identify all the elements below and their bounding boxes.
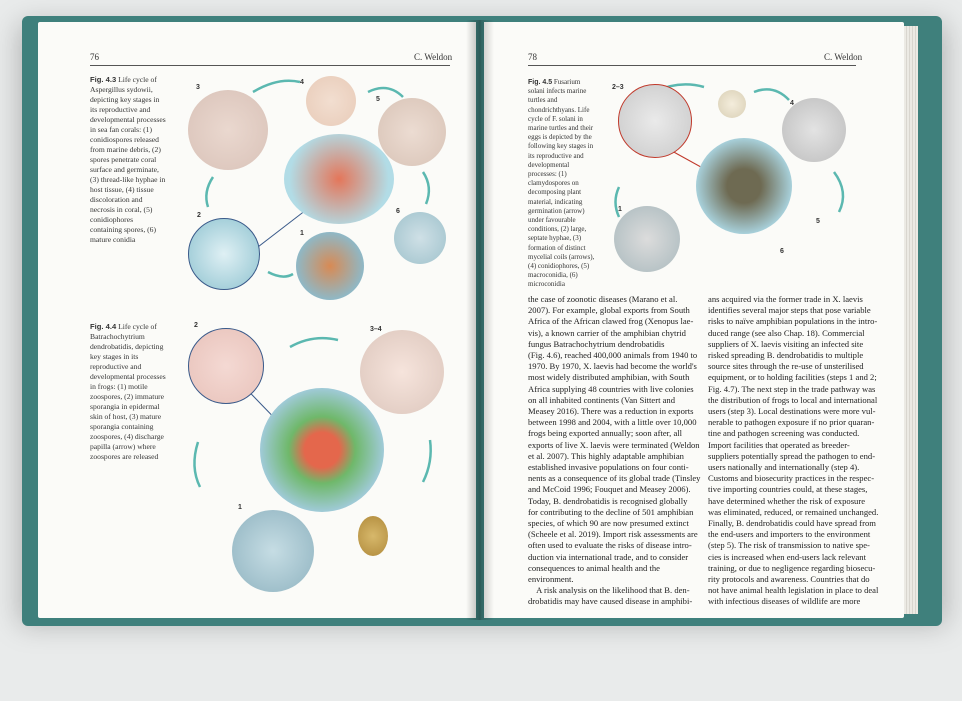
fig44-caption-line: zoospores, (2) immature <box>90 392 165 401</box>
fig44-caption-line: key stages in its <box>90 352 139 361</box>
body-text-line: training, or due to negligence regarding biosecu- <box>708 562 876 573</box>
running-head-right: C. Weldon <box>824 52 863 62</box>
fig43-stage-label: 2 <box>197 212 201 219</box>
fig45-caption-line: chondrichthyans. Life <box>528 105 590 114</box>
body-text-line: cies is increased when end-users lack relevant <box>708 551 866 562</box>
fig44-caption-line: Batrachochytrium <box>90 332 145 341</box>
body-text-line: ans acquired via the former trade in X. laevis <box>708 294 863 304</box>
fig45-caption-line: conditions, (2) large, <box>528 225 587 234</box>
body-text-line: source sites through the re-use of unsterilised <box>708 361 864 372</box>
fig44-caption-line: Life cycle of <box>118 322 157 331</box>
fig45-caption-line: mycelial coils (arrows), <box>528 252 595 261</box>
body-text-line: rity protocols and awareness. Countries that do <box>708 574 870 585</box>
page-edges <box>904 26 918 614</box>
body-text-line: on all inhabited continents (Van Sittert and <box>528 394 676 405</box>
body-text-line: the distribution of frogs to local and international <box>708 394 878 405</box>
fig45-stage-label: 5 <box>816 218 820 225</box>
fig43-caption-line: necrosis in coral, (5) <box>90 205 153 214</box>
fig45-stage-label: 6 <box>780 248 784 255</box>
body-text-line: between 1998 and 2004, with a little over 10,000 <box>528 417 697 428</box>
left-page <box>38 22 476 618</box>
fig45-stage4-circle <box>782 98 846 162</box>
fig43-stage-label: 5 <box>376 96 380 103</box>
fig45-caption-line: turtles and <box>528 96 558 105</box>
body-text-line: suppliers of X. laevis visiting an infected site <box>708 338 864 349</box>
running-head-left: C. Weldon <box>414 52 453 62</box>
body-text-line: was eliminated, reduced, or remained unchanged. <box>708 506 879 517</box>
body-text-line: nents as a consequence of its global trade (Tinsley <box>528 473 701 484</box>
fig45-stage-label: 4 <box>790 100 794 107</box>
fig43-caption-line: Life cycle of <box>118 75 157 84</box>
body-text-line: tine and pathogen screening was conducted. <box>708 428 860 439</box>
body-text-line: have determined whether the risk of exposure <box>708 495 866 506</box>
fig44-stage34-circle <box>360 330 444 414</box>
body-text-line: identifies several major steps that pose variable <box>708 305 871 316</box>
body-text-line: nerable to pathogen exposure if no prior quaran- <box>708 417 875 428</box>
fig43-caption-line: spores penetrate coral <box>90 155 157 164</box>
book-gutter <box>466 20 494 620</box>
fig44-stage-label: 3–4 <box>370 326 382 333</box>
fig45-label: Fig. 4.5 <box>528 79 553 86</box>
body-text-line: duced range (see also Chap. 18). Commercial <box>708 327 865 338</box>
body-text-line: Finally, B. dendrobatidis could have spread from <box>708 518 876 529</box>
fig43-caption-line: containing spores, (6) <box>90 225 157 234</box>
body-text-line: A risk analysis on the likelihood that B. den- <box>528 585 690 596</box>
body-text-line: users nationally and internationally (step 4). <box>708 462 860 473</box>
fig43-caption-line: conidiospores released <box>90 135 159 144</box>
fig45-caption-line: macroconidia, (6) <box>528 271 578 280</box>
fig45-caption-line: Fusarium <box>553 78 581 86</box>
fig45-eggs <box>718 90 746 118</box>
fig45-caption-line: eggs is depicted by the <box>528 133 592 142</box>
body-text-line: frogs being exported annually; soon after, all <box>528 428 683 439</box>
body-text-line: Today, B. dendrobatidis is recognised globally <box>528 495 688 506</box>
body-text-line: with infectious diseases of wildlife are more <box>708 596 861 607</box>
fig45-stage23-circle <box>618 84 692 158</box>
body-text-line: duction via international trade, and to consider <box>528 551 689 562</box>
fig45-stage-label: 1 <box>618 206 622 213</box>
fig45-caption-line: developmental <box>528 160 570 169</box>
body-text-line: 2007). For example, global exports from South <box>528 305 690 316</box>
body-text-line: exports of live X. laevis were terminated (Weldon <box>528 439 700 450</box>
fig44-stage-label: 2 <box>194 322 198 329</box>
fig45-caption-line: clamydospores on <box>528 179 579 188</box>
fig45-caption-line: processes: (1) <box>528 170 567 179</box>
body-text-line: risks to naïve amphibian populations in the intro- <box>708 316 878 327</box>
fig43-stage-label: 4 <box>300 79 304 86</box>
fig45-caption-line: microconidia <box>528 280 565 289</box>
fig43-caption-line: discoloration and <box>90 195 143 204</box>
body-column-1 <box>528 294 701 608</box>
body-text-line: Africa of the African clawed frog (Xenopus lae- <box>528 316 694 327</box>
body-text-line: Fig. 4.7). The next step in the trade pathway was <box>708 383 876 394</box>
fig45-stage-label: 2–3 <box>612 84 624 91</box>
fig44-sporangium <box>358 516 388 556</box>
body-text-line: Customs and biosecurity practices in the respec- <box>708 473 875 484</box>
fig45-turtle-circle <box>696 138 792 234</box>
body-text-line: et al. 2007). This highly adaptable amphibian <box>528 450 684 461</box>
fig44-caption-line: zoospores, (4) discharge <box>90 432 164 441</box>
body-text-line: suppliers potentially spread the pathogen to end- <box>708 450 876 461</box>
fig44-stage1-circle <box>232 510 314 592</box>
fig45-caption-line: formation of distinct <box>528 243 586 252</box>
fig44-label: Fig. 4.4 <box>90 322 117 331</box>
body-text-line: the case of zoonotic diseases (Marano et al. <box>528 294 678 304</box>
fig44-caption-line: in frogs: (1) motile <box>90 382 148 391</box>
page-number-left: 76 <box>90 52 99 62</box>
body-column-2 <box>708 294 878 608</box>
fig44-caption-line: reproductive and <box>90 362 142 371</box>
fig43-caption-line: depicting key stages in <box>90 95 160 104</box>
fig43-caption-line: (3) thread-like hyphae in <box>90 175 166 184</box>
fig44-caption-line: sporangia in epidermal <box>90 402 160 411</box>
fig43-stage-label: 3 <box>196 84 200 91</box>
fig44-caption-line: dendrobatidis, depicting <box>90 342 164 351</box>
body-text-line: tive importing countries could, at these stages, <box>708 484 868 495</box>
fig45-caption-line: its reproductive and <box>528 151 584 160</box>
body-text-line: Africa supplying 48 countries with live colonies <box>528 383 694 394</box>
fig43-caption-line: in sea fan corals: (1) <box>90 125 152 134</box>
fig45-caption-line: following key stages in <box>528 142 594 151</box>
body-text-line: (Scheele et al. 2019). Import risk assessments are <box>528 529 698 540</box>
fig45-caption-line: marine turtles and their <box>528 124 594 133</box>
body-text-line: vis), a known carrier of the amphibian chytrid <box>528 327 686 338</box>
fig44-caption-line: sporangia containing <box>90 422 154 431</box>
fig43-caption-line: conidiophores <box>90 215 134 224</box>
fig45-caption-line: germination (arrow) <box>528 206 585 215</box>
body-text-line: drobatidis may have caused disease in amphibi- <box>528 596 693 607</box>
fig43-stage-label: 1 <box>300 230 304 237</box>
fig45-caption-line: material, indicating <box>528 197 583 206</box>
body-text-line: 1970. By 1970, X. laevis had become the world's <box>528 361 697 372</box>
body-text-line: most widely distributed amphibian, with South <box>528 372 690 383</box>
fig44-stage2-circle <box>188 328 264 404</box>
fig43-caption-line: host tissue, (4) tissue <box>90 185 154 194</box>
fig44-caption-line: papilla (arrow) where <box>90 442 156 451</box>
body-text-line: often used to evaluate the risks of disease intro- <box>528 540 692 551</box>
body-text-line: (step 5). The risk of transmission to native spe- <box>708 540 870 551</box>
fig45-caption-line: under favourable <box>528 216 576 225</box>
fig45-caption-line: septate hyphae, (3) <box>528 234 582 243</box>
body-text-line: species, of which 90 are now presumed extinct <box>528 518 689 529</box>
body-text-line: the end-users and importers to the environment <box>708 529 871 540</box>
fig45-caption-line: cycle of F. solani in <box>528 114 583 123</box>
body-text-line: environment. <box>528 574 574 585</box>
fig44-caption-line: zoospores are released <box>90 452 159 461</box>
fig43-caption-line: its reproductive and <box>90 105 151 114</box>
fig45-caption-line: (4) conidiophores, (5) <box>528 262 590 271</box>
fig45-caption-line: solani infects marine <box>528 87 587 96</box>
fig43-label: Fig. 4.3 <box>90 75 117 84</box>
body-text-line: risked spreading B. dendrobatidis to multiple <box>708 350 864 361</box>
fig43-stage-label: 6 <box>396 208 400 215</box>
fig45-caption-line: decomposing plant <box>528 188 582 197</box>
body-text-line: users (step 3). Local destinations were more vul- <box>708 406 876 417</box>
body-text-line: established invasive populations on four conti- <box>528 462 689 473</box>
body-text-line: (Fig. 4.6), reached 400,000 animals from 1940 to <box>528 350 698 361</box>
right-page <box>484 22 904 618</box>
fig44-frog-circle <box>260 388 384 512</box>
body-text-line: equipment, or to holding facilities (steps 1 and 2; <box>708 372 877 383</box>
body-text-line: Measey 2016). There was a reduction in exports <box>528 406 694 417</box>
body-text-line: consequences to animal health and the <box>528 562 660 573</box>
fig44-caption-line: developmental processes <box>90 372 166 381</box>
fig44-stage-label: 1 <box>238 504 242 511</box>
fig43-caption-line: from marine debris, (2) <box>90 145 161 154</box>
fig44-caption-line: skin of host, (3) mature <box>90 412 162 421</box>
body-text-line: not have animal health legislation in place to deal <box>708 585 879 596</box>
body-text-line: for contributing to the decline of 501 amphibian <box>528 506 694 517</box>
fig43-caption-line: surface and germinate, <box>90 165 159 174</box>
body-text-line: and McCoid 1996; Fouquet and Measey 2006). <box>528 484 691 495</box>
fig43-caption-line: developmental processes <box>90 115 166 124</box>
fig45-stage1-circle <box>614 206 680 272</box>
body-text-line: Import facilities that operated as breeder- <box>708 439 850 450</box>
page-number-right: 78 <box>528 52 537 62</box>
fig43-caption-line: Aspergillus sydowii, <box>90 85 153 94</box>
body-text-line: fungus Batrachochytrium dendrobatidis <box>528 338 665 349</box>
fig43-caption-line: mature conidia <box>90 235 136 244</box>
